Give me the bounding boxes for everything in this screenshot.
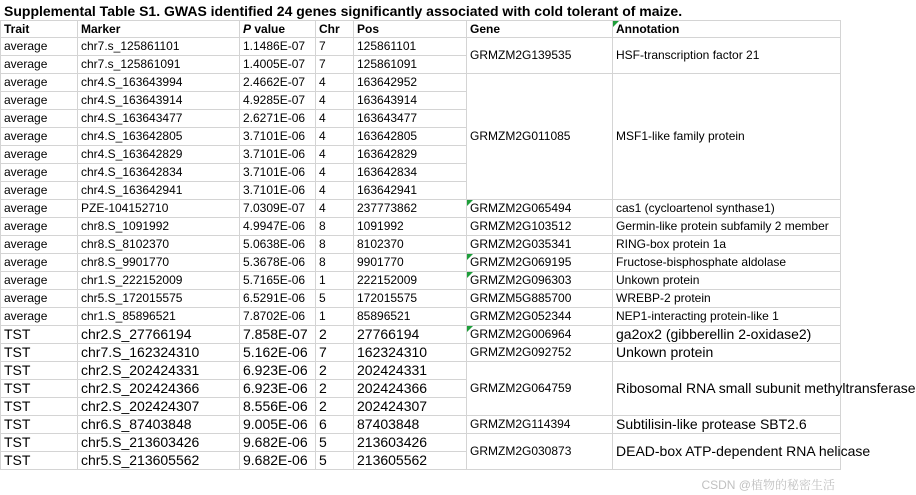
p-value-cell: 3.7101E-06 <box>240 128 316 146</box>
gene-cell <box>467 74 613 200</box>
chr-cell: 7 <box>316 38 354 56</box>
table-row <box>1 200 841 218</box>
header-row <box>1 21 841 38</box>
trait-cell: average <box>1 308 78 326</box>
marker-cell: chr5.S_213603426 <box>78 434 240 452</box>
table-row <box>1 272 841 290</box>
gene-cell <box>467 236 613 254</box>
marker-cell: chr7.S_162324310 <box>78 344 240 362</box>
pos-cell: 8102370 <box>354 236 467 254</box>
p-value-cell: 5.162E-06 <box>240 344 316 362</box>
p-value-cell: 6.5291E-06 <box>240 290 316 308</box>
marker-cell: chr1.S_85896521 <box>78 308 240 326</box>
pos-cell: 163642805 <box>354 128 467 146</box>
trait-cell: average <box>1 290 78 308</box>
header-gene: Gene <box>467 21 613 38</box>
chr-cell: 4 <box>316 200 354 218</box>
trait-cell: average <box>1 128 78 146</box>
p-value-cell: 6.923E-06 <box>240 362 316 380</box>
marker-cell: chr4.S_163643914 <box>78 92 240 110</box>
gene-id: GRMZM2G065494 <box>470 201 572 215</box>
trait-cell: average <box>1 38 78 56</box>
header-annotation-label: Annotation <box>616 22 680 36</box>
chr-cell: 2 <box>316 380 354 398</box>
annotation-cell: RING-box protein 1a <box>613 236 841 254</box>
gene-id: GRMZM5G885700 <box>470 291 572 305</box>
pos-cell: 202424307 <box>354 398 467 416</box>
gene-cell <box>467 38 613 74</box>
gene-id: GRMZM2G114394 <box>470 417 571 431</box>
chr-cell: 7 <box>316 344 354 362</box>
annotation-cell: ga2ox2 (gibberellin 2-oxidase2) <box>613 326 841 344</box>
marker-cell: chr4.S_163642834 <box>78 164 240 182</box>
gene-id: GRMZM2G139535 <box>470 48 572 62</box>
pos-cell: 27766194 <box>354 326 467 344</box>
chr-cell: 8 <box>316 254 354 272</box>
p-value-cell: 2.4662E-07 <box>240 74 316 92</box>
trait-cell: TST <box>1 344 78 362</box>
pos-cell: 125861101 <box>354 38 467 56</box>
trait-cell: TST <box>1 452 78 470</box>
pos-cell: 202424331 <box>354 362 467 380</box>
chr-cell: 6 <box>316 416 354 434</box>
chr-cell: 7 <box>316 56 354 74</box>
annotation-cell: Fructose-bisphosphate aldolase <box>613 254 841 272</box>
marker-cell: chr8.S_8102370 <box>78 236 240 254</box>
p-value-cell: 1.1486E-07 <box>240 38 316 56</box>
p-value-cell: 9.005E-06 <box>240 416 316 434</box>
table-row <box>1 254 841 272</box>
table-row <box>1 308 841 326</box>
comment-flag-icon <box>467 272 473 278</box>
marker-cell: chr4.S_163643477 <box>78 110 240 128</box>
p-value-cell: 5.7165E-06 <box>240 272 316 290</box>
gene-id: GRMZM2G092752 <box>470 345 572 359</box>
gene-id: GRMZM2G011085 <box>470 129 571 143</box>
trait-cell: average <box>1 92 78 110</box>
trait-cell: average <box>1 272 78 290</box>
pos-cell: 213603426 <box>354 434 467 452</box>
chr-cell: 2 <box>316 326 354 344</box>
table-row <box>1 290 841 308</box>
chr-cell: 8 <box>316 218 354 236</box>
chr-cell: 1 <box>316 308 354 326</box>
trait-cell: TST <box>1 362 78 380</box>
p-value-cell: 6.923E-06 <box>240 380 316 398</box>
annotation-cell: WREBP-2 protein <box>613 290 841 308</box>
pos-cell: 163642952 <box>354 74 467 92</box>
trait-cell: average <box>1 254 78 272</box>
trait-cell: TST <box>1 326 78 344</box>
marker-cell: chr7.s_125861101 <box>78 38 240 56</box>
marker-cell: chr1.S_222152009 <box>78 272 240 290</box>
comment-flag-icon <box>467 326 473 332</box>
trait-cell: average <box>1 236 78 254</box>
table-row <box>1 38 841 56</box>
pos-cell: 85896521 <box>354 308 467 326</box>
header-annotation <box>613 21 841 38</box>
gene-id: GRMZM2G035341 <box>470 237 572 251</box>
gene-cell <box>467 308 613 326</box>
pos-cell: 163642834 <box>354 164 467 182</box>
gene-cell <box>467 344 613 362</box>
header-p-rest: value <box>251 22 286 36</box>
gene-id: GRMZM2G096303 <box>470 273 572 287</box>
trait-cell: average <box>1 56 78 74</box>
trait-cell: average <box>1 74 78 92</box>
trait-cell: average <box>1 164 78 182</box>
chr-cell: 4 <box>316 182 354 200</box>
gene-id: GRMZM2G103512 <box>470 219 572 233</box>
annotation-cell: cas1 (cycloartenol synthase1) <box>613 200 841 218</box>
table-row <box>1 218 841 236</box>
trait-cell: TST <box>1 416 78 434</box>
marker-cell: chr8.S_9901770 <box>78 254 240 272</box>
trait-cell: TST <box>1 398 78 416</box>
chr-cell: 5 <box>316 290 354 308</box>
chr-cell: 4 <box>316 92 354 110</box>
chr-cell: 4 <box>316 110 354 128</box>
pos-cell: 163642829 <box>354 146 467 164</box>
p-value-cell: 8.556E-06 <box>240 398 316 416</box>
p-value-cell: 7.858E-07 <box>240 326 316 344</box>
table-row <box>1 236 841 254</box>
p-value-cell: 4.9947E-06 <box>240 218 316 236</box>
comment-flag-icon <box>613 21 619 27</box>
marker-cell: chr4.S_163642805 <box>78 128 240 146</box>
pos-cell: 163642941 <box>354 182 467 200</box>
p-value-cell: 2.6271E-06 <box>240 110 316 128</box>
marker-cell: PZE-104152710 <box>78 200 240 218</box>
annotation-cell: Subtilisin-like protease SBT2.6 <box>613 416 841 434</box>
table-row <box>1 74 841 92</box>
pos-cell: 172015575 <box>354 290 467 308</box>
p-value-cell: 7.0309E-07 <box>240 200 316 218</box>
gene-cell <box>467 290 613 308</box>
gene-id: GRMZM2G006964 <box>470 327 572 341</box>
p-value-cell: 9.682E-06 <box>240 434 316 452</box>
p-value-cell: 5.0638E-06 <box>240 236 316 254</box>
header-p-value <box>240 21 316 38</box>
annotation-cell: MSF1-like family protein <box>613 74 841 200</box>
pos-cell: 237773862 <box>354 200 467 218</box>
gene-cell <box>467 218 613 236</box>
gene-cell <box>467 272 613 290</box>
p-value-cell: 9.682E-06 <box>240 452 316 470</box>
marker-cell: chr4.S_163642941 <box>78 182 240 200</box>
chr-cell: 4 <box>316 74 354 92</box>
pos-cell: 213605562 <box>354 452 467 470</box>
marker-cell: chr4.S_163643994 <box>78 74 240 92</box>
gene-id: GRMZM2G064759 <box>470 381 572 395</box>
annotation-cell: Unkown protein <box>613 272 841 290</box>
gene-cell <box>467 434 613 470</box>
pos-cell: 202424366 <box>354 380 467 398</box>
watermark: CSDN @植物的秘密生活 <box>701 478 835 492</box>
marker-cell: chr5.S_213605562 <box>78 452 240 470</box>
annotation-cell: Germin-like protein subfamily 2 member <box>613 218 841 236</box>
table-row <box>1 362 841 380</box>
p-value-cell: 3.7101E-06 <box>240 146 316 164</box>
annotation-cell: DEAD-box ATP-dependent RNA helicase <box>613 434 841 470</box>
table-row <box>1 326 841 344</box>
gwas-table <box>0 20 916 470</box>
table-row <box>1 416 841 434</box>
annotation-cell: HSF-transcription factor 21 <box>613 38 841 74</box>
chr-cell: 5 <box>316 434 354 452</box>
gene-cell <box>467 254 613 272</box>
trait-cell: TST <box>1 380 78 398</box>
table-row <box>1 344 841 362</box>
chr-cell: 1 <box>316 272 354 290</box>
gene-id: GRMZM2G030873 <box>470 444 572 458</box>
chr-cell: 4 <box>316 164 354 182</box>
chr-cell: 4 <box>316 128 354 146</box>
gene-cell <box>467 362 613 416</box>
chr-cell: 4 <box>316 146 354 164</box>
header-pos: Pos <box>354 21 467 38</box>
annotation-cell: NEP1-interacting protein-like 1 <box>613 308 841 326</box>
annotation-cell: Unkown protein <box>613 344 841 362</box>
p-value-cell: 7.8702E-06 <box>240 308 316 326</box>
chr-cell: 5 <box>316 452 354 470</box>
p-value-cell: 3.7101E-06 <box>240 164 316 182</box>
p-value-cell: 5.3678E-06 <box>240 254 316 272</box>
marker-cell: chr7.s_125861091 <box>78 56 240 74</box>
pos-cell: 163643477 <box>354 110 467 128</box>
p-value-cell: 4.9285E-07 <box>240 92 316 110</box>
marker-cell: chr2.S_202424331 <box>78 362 240 380</box>
pos-cell: 9901770 <box>354 254 467 272</box>
p-value-cell: 1.4005E-07 <box>240 56 316 74</box>
header-marker: Marker <box>78 21 240 38</box>
gene-cell <box>467 416 613 434</box>
header-trait: Trait <box>1 21 78 38</box>
marker-cell: chr2.S_202424366 <box>78 380 240 398</box>
marker-cell: chr6.S_87403848 <box>78 416 240 434</box>
trait-cell: average <box>1 110 78 128</box>
header-p-italic: P <box>243 22 252 36</box>
marker-cell: chr2.S_27766194 <box>78 326 240 344</box>
chr-cell: 2 <box>316 362 354 380</box>
pos-cell: 222152009 <box>354 272 467 290</box>
gene-cell <box>467 326 613 344</box>
pos-cell: 1091992 <box>354 218 467 236</box>
marker-cell: chr5.S_172015575 <box>78 290 240 308</box>
marker-cell: chr4.S_163642829 <box>78 146 240 164</box>
chr-cell: 2 <box>316 398 354 416</box>
chr-cell: 8 <box>316 236 354 254</box>
annotation-cell: Ribosomal RNA small subunit methyltransferase <box>613 362 841 416</box>
gene-id: GRMZM2G052344 <box>470 309 572 323</box>
trait-cell: average <box>1 146 78 164</box>
trait-cell: average <box>1 218 78 236</box>
pos-cell: 87403848 <box>354 416 467 434</box>
marker-cell: chr2.S_202424307 <box>78 398 240 416</box>
gene-cell <box>467 200 613 218</box>
pos-cell: 125861091 <box>354 56 467 74</box>
pos-cell: 162324310 <box>354 344 467 362</box>
p-value-cell: 3.7101E-06 <box>240 182 316 200</box>
comment-flag-icon <box>467 254 473 260</box>
table-row <box>1 434 841 452</box>
comment-flag-icon <box>467 200 473 206</box>
trait-cell: average <box>1 182 78 200</box>
gene-id: GRMZM2G069195 <box>470 255 572 269</box>
marker-cell: chr8.S_1091992 <box>78 218 240 236</box>
trait-cell: TST <box>1 434 78 452</box>
trait-cell: average <box>1 200 78 218</box>
header-chr: Chr <box>316 21 354 38</box>
table-title: Supplemental Table S1. GWAS identified 24 genes significantly associated with cold tolerant of maize. <box>4 3 683 19</box>
pos-cell: 163643914 <box>354 92 467 110</box>
